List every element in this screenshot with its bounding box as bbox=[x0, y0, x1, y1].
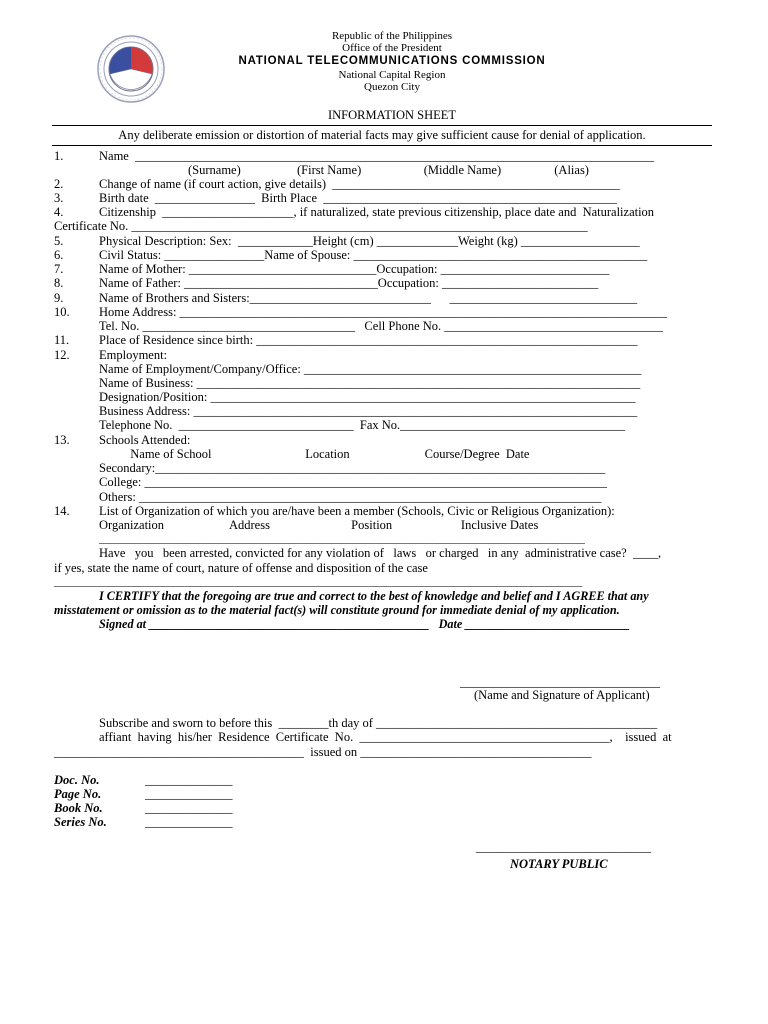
item-number: 5. bbox=[54, 234, 64, 248]
item-number: 1. bbox=[54, 149, 64, 163]
arrest-details-label: if yes, state the name of court, nature of offense and disposition of the case bbox=[54, 561, 428, 575]
certify-line-2: misstatement or omission as to the material fact(s) will constitute ground for immediate denial of my application. bbox=[54, 603, 620, 617]
naturalization-cert-field[interactable]: Certificate No. _________________________________________________________________________ bbox=[54, 219, 588, 233]
organization-entry-field[interactable]: __________________________________________________________________________________________ bbox=[99, 533, 585, 545]
item-number: 4. bbox=[54, 205, 64, 219]
employment-heading: Employment: bbox=[99, 348, 168, 362]
schools-heading: Schools Attended: bbox=[99, 433, 191, 447]
employer-field[interactable]: Name of Employment/Company/Office: ______________________________________________________ bbox=[99, 362, 642, 376]
doc-no-field[interactable]: ______________ bbox=[145, 773, 233, 787]
item-number: 6. bbox=[54, 248, 64, 262]
residence-field[interactable]: Place of Residence since birth: _____________________________________________________________ bbox=[99, 333, 638, 347]
designation-field[interactable]: Designation/Position: ____________________________________________________________________ bbox=[99, 390, 636, 404]
oath-line-2[interactable]: affiant having his/her Residence Certificate No. ________________________________________, issued at bbox=[99, 730, 672, 744]
organizations-columns: Organization Address Position Inclusive Dates bbox=[99, 518, 539, 532]
header-agency: NATIONAL TELECOMMUNICATIONS COMMISSION bbox=[238, 55, 546, 67]
mother-field[interactable]: Name of Mother: ______________________________Occupation: ___________________________ bbox=[99, 262, 610, 276]
item-number: 14. bbox=[54, 504, 70, 518]
header-office: Office of the President bbox=[342, 42, 442, 54]
item-number: 12. bbox=[54, 348, 70, 362]
warning-text: Any deliberate emission or distortion of material facts may give sufficient cause for denial of application. bbox=[118, 128, 646, 142]
arrest-question[interactable]: Have you been arrested, convicted for any violation of laws or charged in any administrative case? ____, bbox=[99, 546, 662, 560]
item-number: 10. bbox=[54, 305, 70, 319]
series-no-label: Series No. bbox=[54, 815, 107, 829]
applicant-signature-line[interactable]: ________________________________ bbox=[460, 675, 660, 689]
business-address-field[interactable]: Business Address: _______________________________________________________________________ bbox=[99, 404, 638, 418]
home-address-field[interactable]: Home Address: ______________________________________________________________________________ bbox=[99, 305, 668, 319]
doc-no-label: Doc. No. bbox=[54, 773, 100, 787]
page-no-label: Page No. bbox=[54, 787, 102, 801]
change-of-name-field[interactable]: Change of name (if court action, give details) ______________________________________________ bbox=[99, 177, 620, 191]
applicant-signature-caption: (Name and Signature of Applicant) bbox=[474, 688, 650, 702]
schools-columns: Name of School Location Course/Degree Date bbox=[99, 447, 530, 461]
ntc-seal-icon bbox=[96, 34, 166, 104]
name-field[interactable]: Name ___________________________________________________________________________________ bbox=[99, 149, 654, 163]
father-field[interactable]: Name of Father: _______________________________Occupation: _________________________ bbox=[99, 276, 599, 290]
phone-field[interactable]: Tel. No. __________________________________ Cell Phone No. ___________________________________ bbox=[99, 319, 664, 333]
header-city: Quezon City bbox=[364, 81, 420, 93]
item-number: 8. bbox=[54, 276, 64, 290]
warning-rule bbox=[52, 145, 712, 146]
telephone-fax-field[interactable]: Telephone No. ____________________________ Fax No.____________________________________ bbox=[99, 418, 626, 432]
page-no-field[interactable]: ______________ bbox=[145, 787, 233, 801]
birth-field[interactable]: Birth date ________________ Birth Place _______________________________________________ bbox=[99, 191, 618, 205]
top-rule bbox=[52, 125, 712, 126]
name-captions: (Surname) (First Name) (Middle Name) (Alias) bbox=[188, 163, 589, 177]
item-number: 7. bbox=[54, 262, 64, 276]
others-field[interactable]: Others: __________________________________________________________________________ bbox=[99, 490, 602, 504]
business-name-field[interactable]: Name of Business: _______________________________________________________________________ bbox=[99, 376, 641, 390]
citizenship-field[interactable]: Citizenship _____________________, if naturalized, state previous citizenship, place date and Naturalization bbox=[99, 205, 655, 219]
oath-line-1[interactable]: Subscribe and sworn to before this ________th day of _____________________________________________ bbox=[99, 716, 658, 730]
oath-line-3[interactable]: ________________________________________ issued on _____________________________________ bbox=[54, 745, 592, 759]
item-number: 2. bbox=[54, 177, 64, 191]
item-number: 13. bbox=[54, 433, 70, 447]
book-no-label: Book No. bbox=[54, 801, 103, 815]
secondary-field[interactable]: Secondary:________________________________________________________________________ bbox=[99, 461, 606, 475]
siblings-field[interactable]: Name of Brothers and Sisters:_____________________________ ______________________________ bbox=[99, 291, 638, 305]
organizations-heading: List of Organization of which you are/have been a member (Schools, Civic or Religious Organization): bbox=[99, 504, 615, 518]
item-number: 3. bbox=[54, 191, 64, 205]
notary-signature-line[interactable]: ____________________________ bbox=[476, 840, 651, 854]
civil-status-field[interactable]: Civil Status: ________________Name of Spouse: _______________________________________________ bbox=[99, 248, 648, 262]
arrest-details-field[interactable]: _________________________________________________________________________________________________ bbox=[54, 576, 583, 588]
certify-line-1: I CERTIFY that the foregoing are true and correct to the best of knowledge and belief and I AGREE that any bbox=[99, 589, 649, 603]
header-republic: Republic of the Philippines bbox=[331, 30, 453, 42]
sheet-title: INFORMATION SHEET bbox=[327, 108, 457, 122]
notary-public-label: NOTARY PUBLIC bbox=[510, 857, 608, 871]
college-field[interactable]: College: __________________________________________________________________________ bbox=[99, 475, 607, 489]
book-no-field[interactable]: ______________ bbox=[145, 801, 233, 815]
physical-description-field[interactable]: Physical Description: Sex: ____________Height (cm) _____________Weight (kg) ___________________ bbox=[99, 234, 640, 248]
header-region: National Capital Region bbox=[338, 69, 446, 81]
item-number: 9. bbox=[54, 291, 64, 305]
item-number: 11. bbox=[54, 333, 70, 347]
signed-at-date-field[interactable]: Signed at ______________________________________________ Date ___________________________ bbox=[99, 617, 630, 631]
series-no-field[interactable]: ______________ bbox=[145, 815, 233, 829]
